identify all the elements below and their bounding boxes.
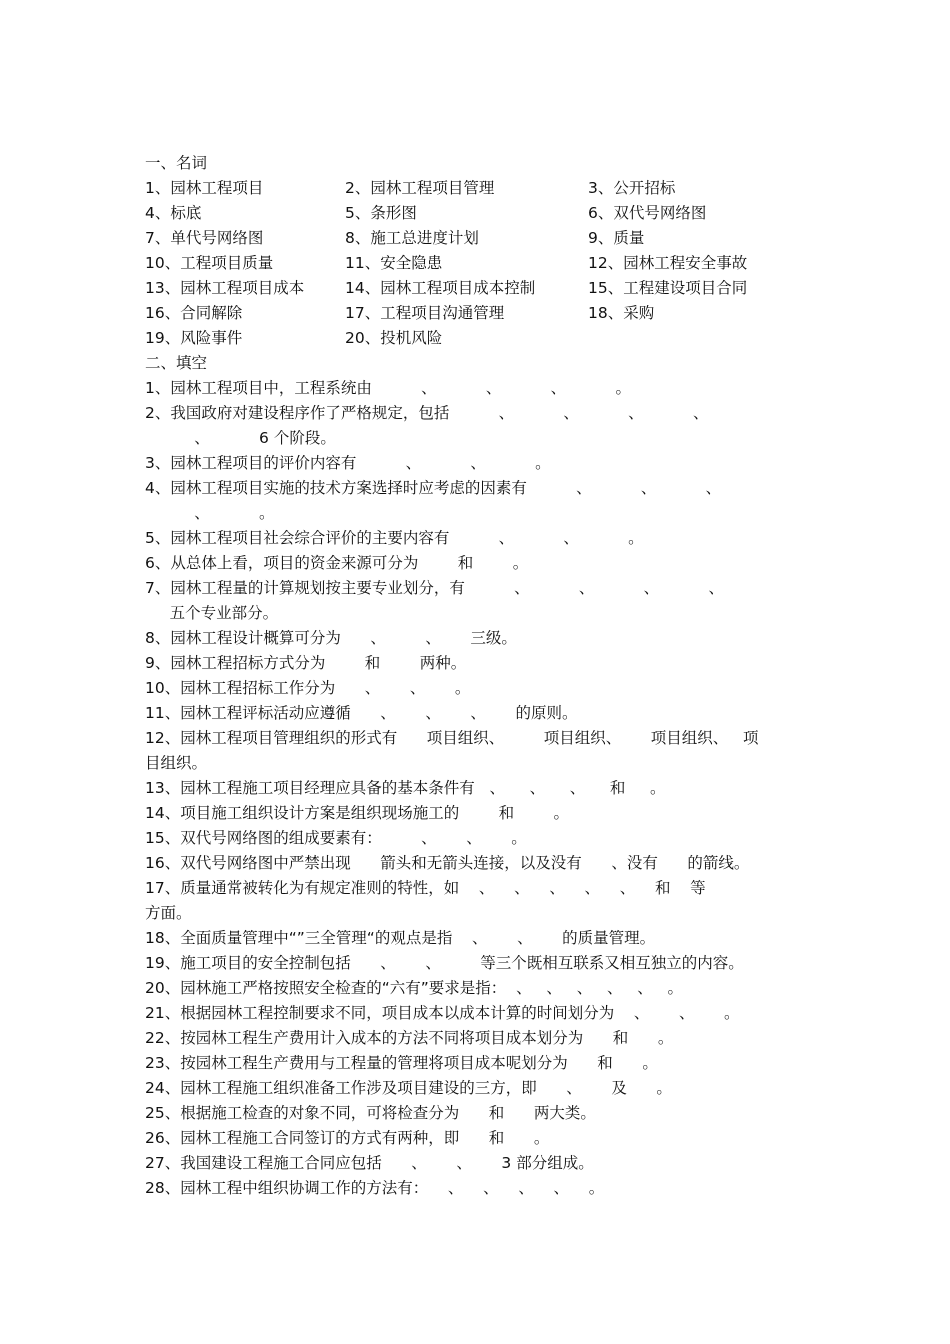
fill-blank-line: 25、根据施工检查的对象不同，可将检查分为 和 两大类。 xyxy=(145,1104,596,1122)
fill-blank-line: 3、园林工程项目的评价内容有 、 、 。 xyxy=(145,454,551,472)
term-item: 12、园林工程安全事故 xyxy=(588,254,748,272)
term-item: 5、条形图 xyxy=(345,204,417,222)
fill-blank-line: 20、园林施工严格按照安全检查的“六有”要求是指： 、 、 、 、 、 。 xyxy=(145,979,684,997)
fill-blank-line: 13、园林工程施工项目经理应具备的基本条件有 、 、 、 和 。 xyxy=(145,779,666,797)
fill-blank-line: 14、项目施工组织设计方案是组织现场施工的 和 。 xyxy=(145,804,570,822)
fill-blank-line: 9、园林工程招标方式分为 和 两种。 xyxy=(145,654,467,672)
term-item: 18、采购 xyxy=(588,304,655,322)
fill-blank-line: 8、园林工程设计概算可分为 、 、 三级。 xyxy=(145,629,517,647)
fill-blank-line: 五个专业部分。 xyxy=(145,604,279,622)
fill-blank-line: 17、质量通常被转化为有规定准则的特性，如 、 、 、 、 、 和 等 xyxy=(145,879,706,897)
fill-blank-line: 22、按园林工程生产费用计入成本的方法不同将项目成本划分为 和 。 xyxy=(145,1029,674,1047)
term-item: 19、风险事件 xyxy=(145,329,243,347)
term-item: 9、质量 xyxy=(588,229,645,247)
fill-blank-line: 19、施工项目的安全控制包括 、 、 等三个既相互联系又相互独立的内容。 xyxy=(145,954,744,972)
fill-blank-line: 12、园林工程项目管理组织的形式有 项目组织、 项目组织、 项目组织、 项 xyxy=(145,729,759,747)
term-item: 10、工程项目质量 xyxy=(145,254,274,272)
term-item: 2、园林工程项目管理 xyxy=(345,179,495,197)
fill-blank-line: 4、园林工程项目实施的技术方案选择时应考虑的因素有 、 、 、 xyxy=(145,479,722,497)
fill-blank-line: 18、全面质量管理中“”三全管理“的观点是指 、 、 的质量管理。 xyxy=(145,929,656,947)
fill-blank-line: 11、园林工程评标活动应遵循 、 、 、 的原则。 xyxy=(145,704,578,722)
fill-blank-line: 、 。 xyxy=(145,504,275,522)
fill-blank-line: 、 6 个阶段。 xyxy=(145,429,336,447)
term-item: 8、施工总进度计划 xyxy=(345,229,479,247)
fill-blank-line: 16、双代号网络图中严禁出现 箭头和无箭头连接，以及没有 、没有 的箭线。 xyxy=(145,854,750,872)
section-title-terms: 一、名词 xyxy=(145,154,208,172)
fill-blank-line: 2、我国政府对建设程序作了严格规定，包括 、 、 、 、 xyxy=(145,404,709,422)
fill-blank-line: 21、根据园林工程控制要求不同，项目成本以成本计算的时间划分为 、 、 。 xyxy=(145,1004,740,1022)
fill-blank-line: 27、我国建设工程施工合同应包括 、 、 3 部分组成。 xyxy=(145,1154,594,1172)
section-title-fill-blank: 二、填空 xyxy=(145,354,208,372)
term-item: 14、园林工程项目成本控制 xyxy=(345,279,536,297)
fill-blank-line: 6、从总体上看，项目的资金来源可分为 和 。 xyxy=(145,554,529,572)
term-item: 13、园林工程项目成本 xyxy=(145,279,305,297)
term-item: 3、公开招标 xyxy=(588,179,676,197)
fill-blank-line: 1、园林工程项目中，工程系统由 、 、 、 。 xyxy=(145,379,631,397)
fill-blank-line: 5、园林工程项目社会综合评价的主要内容有 、 、 。 xyxy=(145,529,644,547)
fill-blank-line: 26、园林工程施工合同签订的方式有两种，即 和 。 xyxy=(145,1129,550,1147)
fill-blank-line: 10、园林工程招标工作分为 、 、 。 xyxy=(145,679,471,697)
term-item: 1、园林工程项目 xyxy=(145,179,264,197)
term-item: 6、双代号网络图 xyxy=(588,204,707,222)
term-item: 11、安全隐患 xyxy=(345,254,443,272)
fill-blank-line: 23、按园林工程生产费用与工程量的管理将项目成本呢划分为 和 。 xyxy=(145,1054,658,1072)
fill-blank-line: 24、园林工程施工组织准备工作涉及项目建设的三方，即 、 及 。 xyxy=(145,1079,672,1097)
fill-blank-line: 28、园林工程中组织协调工作的方法有： 、 、 、 、 。 xyxy=(145,1179,605,1197)
term-item: 16、合同解除 xyxy=(145,304,243,322)
fill-blank-line: 目组织。 xyxy=(145,754,208,772)
fill-blank-line: 7、园林工程量的计算规划按主要专业划分，有 、 、 、 、 xyxy=(145,579,724,597)
term-item: 20、投机风险 xyxy=(345,329,443,347)
term-item: 7、单代号网络图 xyxy=(145,229,264,247)
term-item: 4、标底 xyxy=(145,204,202,222)
term-item: 15、工程建设项目合同 xyxy=(588,279,748,297)
fill-blank-line: 15、双代号网络图的组成要素有： 、 、 。 xyxy=(145,829,527,847)
term-item: 17、工程项目沟通管理 xyxy=(345,304,505,322)
fill-blank-line: 方面。 xyxy=(145,904,192,922)
